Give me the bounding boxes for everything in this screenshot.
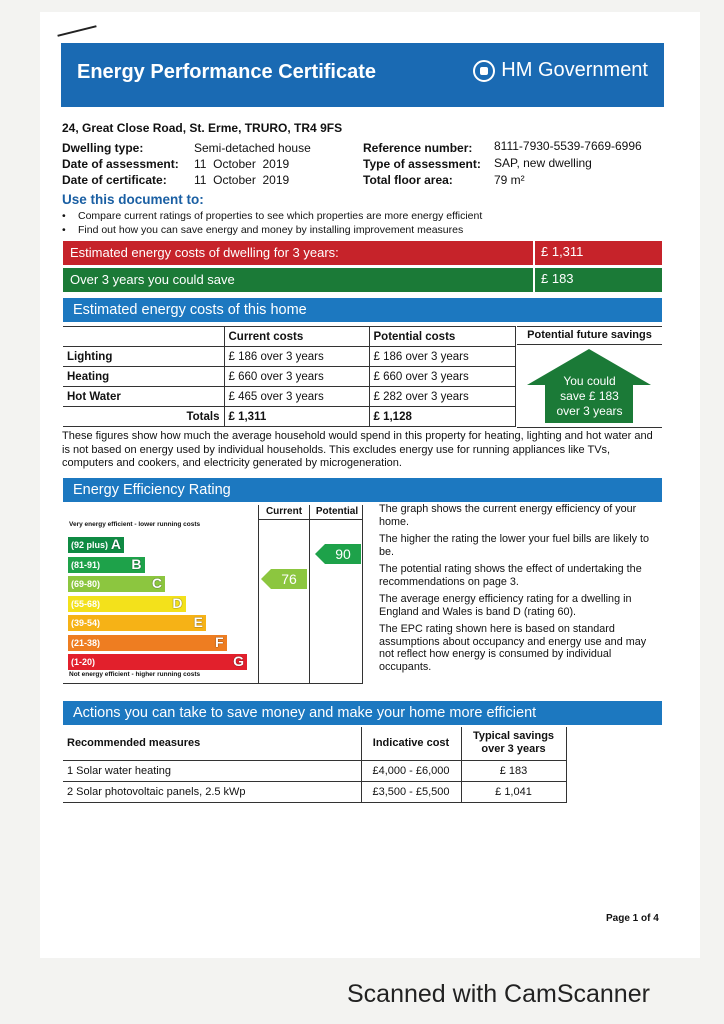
- potential-column: [310, 505, 363, 683]
- royal-crest-icon: [473, 60, 495, 82]
- assessment-date-value: 11 October 2019: [194, 157, 290, 171]
- certificate-date-value: 11 October 2019: [194, 173, 290, 187]
- floor-area-label: Total floor area:: [363, 173, 453, 187]
- assessment-type-label: Type of assessment:: [363, 157, 481, 171]
- saving-cell: £ 1,041: [461, 781, 566, 802]
- floor-area-value: 79 m²: [494, 173, 525, 187]
- band-letter: G: [233, 653, 244, 669]
- rating-heading: Energy Efficiency Rating: [63, 478, 662, 502]
- assessment-date-label: Date of assessment:: [62, 157, 179, 171]
- band-letter: D: [172, 594, 183, 611]
- actions-table: [63, 727, 567, 803]
- dwelling-type-label: Dwelling type:: [62, 141, 144, 155]
- totals-potential: £ 1,128: [369, 407, 515, 427]
- savings-summary-bar: [63, 268, 662, 292]
- band-letter: A: [110, 536, 121, 552]
- hm-government-logo: [473, 59, 648, 82]
- savings-summary-value: £ 183: [533, 268, 662, 292]
- rating-bottom-note: Not energy efficient - higher running costs: [69, 671, 201, 678]
- rating-notes: [379, 503, 663, 678]
- document-title: Energy Performance Certificate: [77, 61, 377, 83]
- table-row: [63, 367, 515, 387]
- col-current-costs: Current costs: [224, 327, 369, 347]
- current-rating-arrow: [261, 569, 307, 589]
- current-column: [258, 505, 310, 683]
- measure-cell: 1 Solar water heating: [63, 760, 361, 781]
- row-label: Heating: [63, 367, 224, 387]
- header-banner: [61, 43, 664, 107]
- actions-heading: Actions you can take to save money and make your home more efficient: [63, 701, 662, 725]
- use-heading: Use this document to:: [62, 192, 204, 207]
- table-row: [63, 760, 566, 781]
- rating-chart: [63, 505, 363, 683]
- rating-note: The higher the rating the lower your fuel bills are likely to be.: [379, 533, 650, 558]
- future-savings-box: [517, 326, 662, 428]
- assessment-type-value: SAP, new dwelling: [494, 156, 592, 170]
- savings-arrow-text: You could save £ 183 over 3 years: [556, 374, 623, 418]
- property-address: 24, Great Close Road, St. Erme, TRURO, TR4 9FS: [62, 121, 343, 135]
- band-range: (55-68): [71, 598, 101, 609]
- potential-cost-cell: £ 660 over 3 years: [369, 367, 515, 387]
- potential-rating-value: 90: [335, 546, 351, 562]
- rating-band-c: [68, 576, 165, 592]
- band-letter: E: [193, 614, 203, 630]
- col-potential-rating: Potential: [315, 506, 359, 517]
- band-range: (92 plus): [71, 540, 109, 550]
- band-range: (81-91): [71, 559, 101, 570]
- scanner-watermark: Scanned with CamScanner: [347, 980, 650, 1008]
- costs-table: [63, 326, 516, 427]
- cost-summary-bar: [63, 241, 662, 265]
- band-range: (69-80): [71, 579, 101, 589]
- band-letter: C: [151, 575, 162, 591]
- dwelling-type-value: Semi-detached house: [194, 141, 311, 155]
- potential-cost-cell: £ 186 over 3 years: [369, 347, 515, 367]
- current-cost-cell: £ 186 over 3 years: [224, 347, 369, 367]
- band-letter: F: [214, 633, 224, 650]
- current-rating-value: 76: [281, 571, 297, 587]
- cost-summary-label: Estimated energy costs of dwelling for 3 years:: [70, 245, 339, 260]
- potential-cost-cell: £ 282 over 3 years: [369, 387, 515, 407]
- rating-band-a: [68, 537, 124, 553]
- band-range: (21-38): [71, 637, 101, 648]
- costs-heading: Estimated energy costs of this home: [63, 298, 662, 322]
- totals-row: [63, 407, 515, 427]
- savings-summary-label: Over 3 years you could save: [70, 272, 235, 287]
- table-row: [63, 387, 515, 407]
- rating-band-e: [68, 615, 206, 631]
- col-potential-costs: Potential costs: [369, 327, 515, 347]
- totals-current: £ 1,311: [224, 407, 369, 427]
- use-bullet: • Compare current ratings of properties to see which properties are more energy efficient: [62, 209, 482, 223]
- rating-top-note: Very energy efficient - lower running costs: [69, 521, 201, 528]
- use-bullet: • Find out how you can save energy and money by installing improvement measures: [62, 223, 482, 237]
- row-label: Hot Water: [63, 387, 224, 407]
- band-range: (1-20): [71, 657, 96, 667]
- rating-band-g: [68, 654, 247, 670]
- reference-value: 8111-7930-5539-7669-6996: [494, 139, 642, 153]
- table-row: [63, 347, 515, 367]
- cost-cell: £3,500 - £5,500: [361, 781, 461, 802]
- table-row: [63, 781, 566, 802]
- band-letter: B: [131, 555, 142, 572]
- current-cost-cell: £ 465 over 3 years: [224, 387, 369, 407]
- rating-band-f: [68, 635, 227, 651]
- rating-note: The potential rating shows the effect of undertaking the recommendations on page 3.: [379, 563, 642, 588]
- potential-rating-arrow: [315, 544, 361, 564]
- col-current-rating: Current: [265, 506, 303, 517]
- rating-band-d: [68, 596, 186, 612]
- col-typical-savings: Typical savings over 3 years: [461, 727, 566, 760]
- cost-summary-value: £ 1,311: [533, 241, 662, 265]
- col-future-savings: Potential future savings: [517, 327, 662, 345]
- col-recommended-measures: Recommended measures: [63, 727, 361, 760]
- totals-label: Totals: [63, 407, 224, 427]
- rating-note: The average energy efficiency rating for a dwelling in England and Wales is band D (rating 60).: [379, 593, 632, 618]
- government-label: HM Government: [501, 59, 648, 81]
- row-label: Lighting: [63, 347, 224, 367]
- certificate-date-label: Date of certificate:: [62, 173, 167, 187]
- rating-note: The graph shows the current energy efficiency of your home.: [379, 503, 637, 528]
- rating-band-b: [68, 557, 145, 573]
- costs-note: These figures show how much the average household would spend in this property for heating, lighting and hot water and is not based on energy used by individual households. This excludes energy use for running appliances like TVs, computers and cookers, and electricity generated by microgeneration.: [62, 430, 653, 469]
- reference-label: Reference number:: [363, 141, 473, 155]
- page-number: Page 1 of 4: [606, 913, 659, 924]
- use-bullets: [62, 209, 482, 237]
- saving-cell: £ 183: [461, 760, 566, 781]
- band-range: (39-54): [71, 618, 101, 628]
- rating-note: The EPC rating shown here is based on standard assumptions about occupancy and energy use and may not reflect how energy is consumed by individual occupants.: [379, 623, 647, 673]
- col-indicative-cost: Indicative cost: [361, 727, 461, 760]
- cost-cell: £4,000 - £6,000: [361, 760, 461, 781]
- measure-cell: 2 Solar photovoltaic panels, 2.5 kWp: [63, 781, 361, 802]
- current-cost-cell: £ 660 over 3 years: [224, 367, 369, 387]
